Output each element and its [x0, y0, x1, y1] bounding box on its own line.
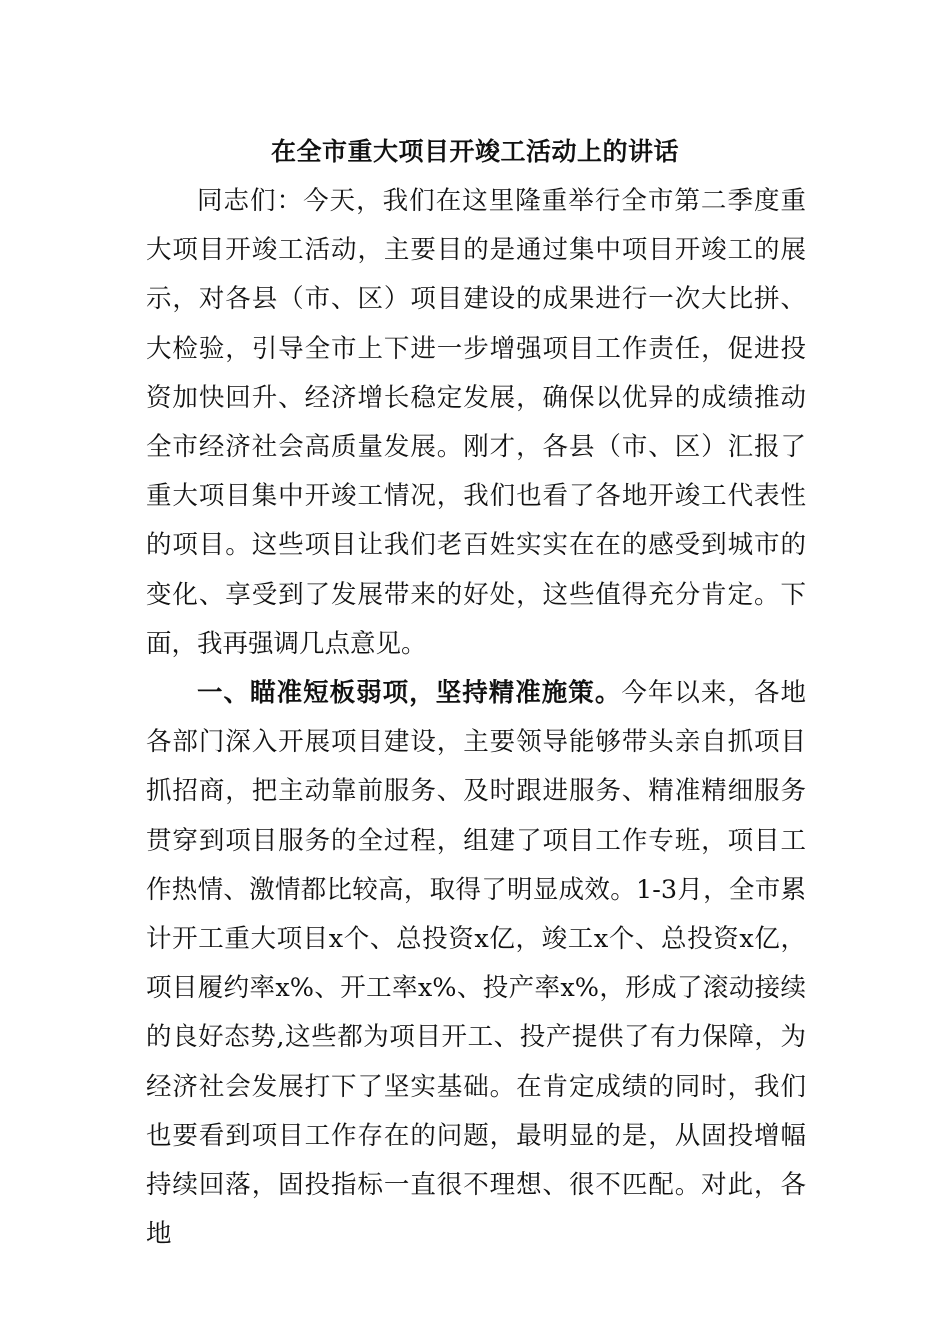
paragraph-opening: [146, 177, 806, 669]
paragraph-text: 同志们：今天，我们在这里隆重举行全市第二季度重大项目开竣工活动，主要目的是通过集中项目开竣工的展示，对各县（市、区）项目建设的成果进行一次大比拼、大检验，引导全市上下进一步增强项目工作责任，促进投资加快回升、经济增长稳定发展，确保以优异的成绩推动全市经济社会高质量发展。刚才，各县（市、区）汇报了重大项目集中开竣工情况，我们也看了各地开竣工代表性的项目。这些项目让我们老百姓实实在在的感受到城市的变化、享受到了发展带来的好处，这些值得充分肯定。下面，我再强调几点意见。: [146, 186, 806, 659]
paragraph-section-one: [146, 669, 806, 1259]
section-heading: 一、瞄准短板弱项，坚持精准施策。: [197, 678, 622, 708]
document-title: 在全市重大项目开竣工活动上的讲话: [270, 137, 679, 166]
paragraph-text: 今年以来，各地各部门深入开展项目建设，主要领导能够带头亲自抓项目抓招商，把主动靠前服务、及时跟进服务、精准精细服务贯穿到项目服务的全过程，组建了项目工作专班，项目工作热情、激情都比较高，取得了明显成效。1-3月，全市累计开工重大项目x个、总投资x亿，竣工x个、总投资x亿，项目履约率x%、开工率x%、投产率x%，形成了滚动接续的良好态势,这些都为项目开工、投产提供了有力保障，为经济社会发展打下了坚实基础。在肯定成绩的同时，我们也要看到项目工作存在的问题，最明显的是，从固投增幅持续回落，固投指标一直很不理想、很不匹配。对此，各地: [146, 678, 806, 1250]
